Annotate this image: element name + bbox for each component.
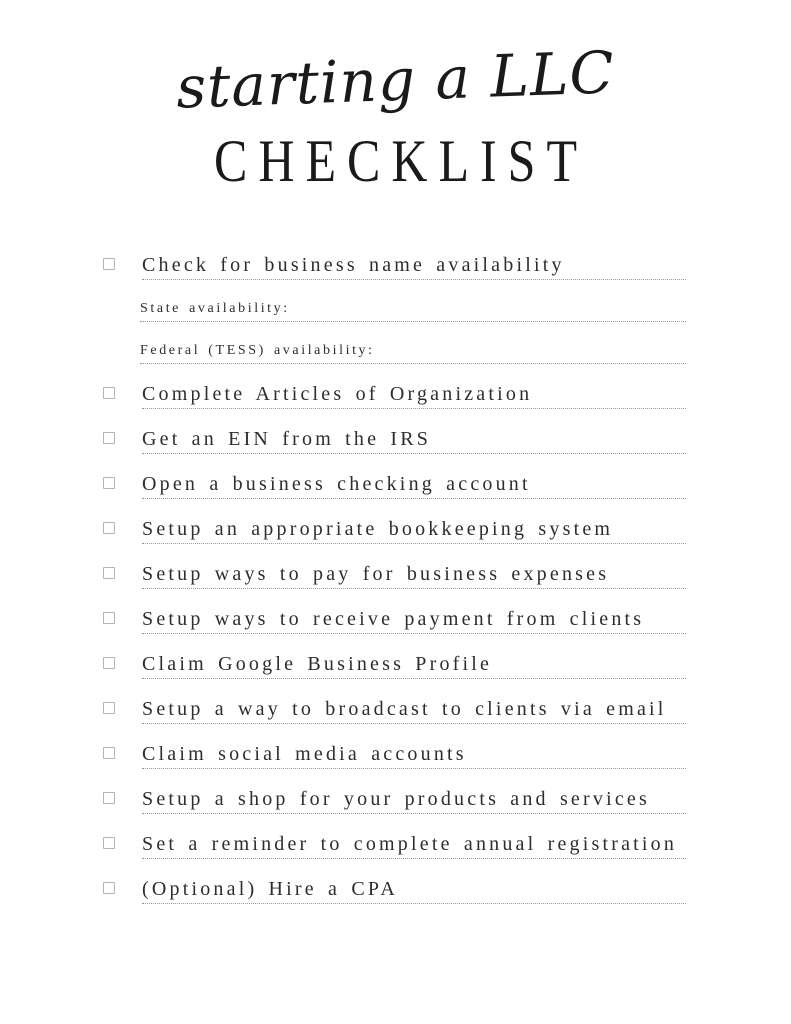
checklist-item-label: Setup a way to broadcast to clients via email: [142, 697, 667, 720]
checkbox[interactable]: [103, 522, 115, 534]
checklist-item-label: (Optional) Hire a CPA: [142, 877, 398, 900]
fill-line: [142, 384, 686, 409]
fill-line: [140, 344, 686, 364]
main-title: CHECKLIST: [214, 126, 588, 194]
checklist-item-label: Check for business name availability: [142, 253, 565, 276]
checkbox[interactable]: [103, 567, 115, 579]
fill-line: [140, 302, 686, 322]
checklist-item-label: Open a business checking account: [142, 472, 531, 495]
checklist-item-label: Set a reminder to complete annual registration: [142, 832, 678, 855]
checklist: [103, 235, 791, 904]
fill-line: [142, 429, 686, 454]
checklist-item-label: Get an EIN from the IRS: [142, 427, 432, 450]
checklist-item: [103, 859, 686, 904]
checklist-item: [103, 589, 686, 634]
fill-line: [142, 789, 686, 814]
checkbox[interactable]: [103, 612, 115, 624]
checkbox[interactable]: [103, 477, 115, 489]
checkbox[interactable]: [103, 702, 115, 714]
checklist-subitem: [140, 322, 686, 364]
checklist-item-label: Setup ways to receive payment from clients: [142, 607, 645, 630]
checklist-item: [103, 724, 686, 769]
checklist-item: [103, 679, 686, 724]
checklist-item: [103, 409, 686, 454]
checklist-item-label: Setup ways to pay for business expenses: [142, 562, 610, 585]
checklist-item: [103, 544, 686, 589]
fill-line: [142, 699, 686, 724]
header: [0, 0, 791, 194]
checkbox[interactable]: [103, 837, 115, 849]
fill-line: [142, 834, 686, 859]
checklist-item: [103, 235, 686, 280]
checklist-item-label: Complete Articles of Organization: [142, 382, 533, 405]
script-title: starting a LLC: [175, 38, 616, 122]
fill-line: [142, 519, 686, 544]
checkbox[interactable]: [103, 792, 115, 804]
fill-line: [142, 879, 686, 904]
checklist-subitem-label: Federal (TESS) availability:: [140, 342, 375, 358]
checklist-item: [103, 634, 686, 679]
checkbox[interactable]: [103, 882, 115, 894]
checklist-item-label: Setup an appropriate bookkeeping system: [142, 517, 614, 540]
checkbox[interactable]: [103, 747, 115, 759]
checklist-item: [103, 499, 686, 544]
checkbox[interactable]: [103, 432, 115, 444]
checkbox[interactable]: [103, 387, 115, 399]
checklist-item: [103, 814, 686, 859]
fill-line: [142, 474, 686, 499]
checklist-subitem-label: State availability:: [140, 300, 290, 316]
checklist-item: [103, 364, 686, 409]
fill-line: [142, 744, 686, 769]
checklist-item-label: Claim social media accounts: [142, 742, 467, 765]
checklist-item: [103, 769, 686, 814]
fill-line: [142, 609, 686, 634]
checklist-item-label: Setup a shop for your products and services: [142, 787, 650, 810]
checklist-subitem: [140, 280, 686, 322]
checklist-item-label: Claim Google Business Profile: [142, 652, 493, 675]
fill-line: [142, 255, 686, 280]
checkbox[interactable]: [103, 258, 115, 270]
fill-line: [142, 564, 686, 589]
checklist-item: [103, 454, 686, 499]
checkbox[interactable]: [103, 657, 115, 669]
fill-line: [142, 654, 686, 679]
